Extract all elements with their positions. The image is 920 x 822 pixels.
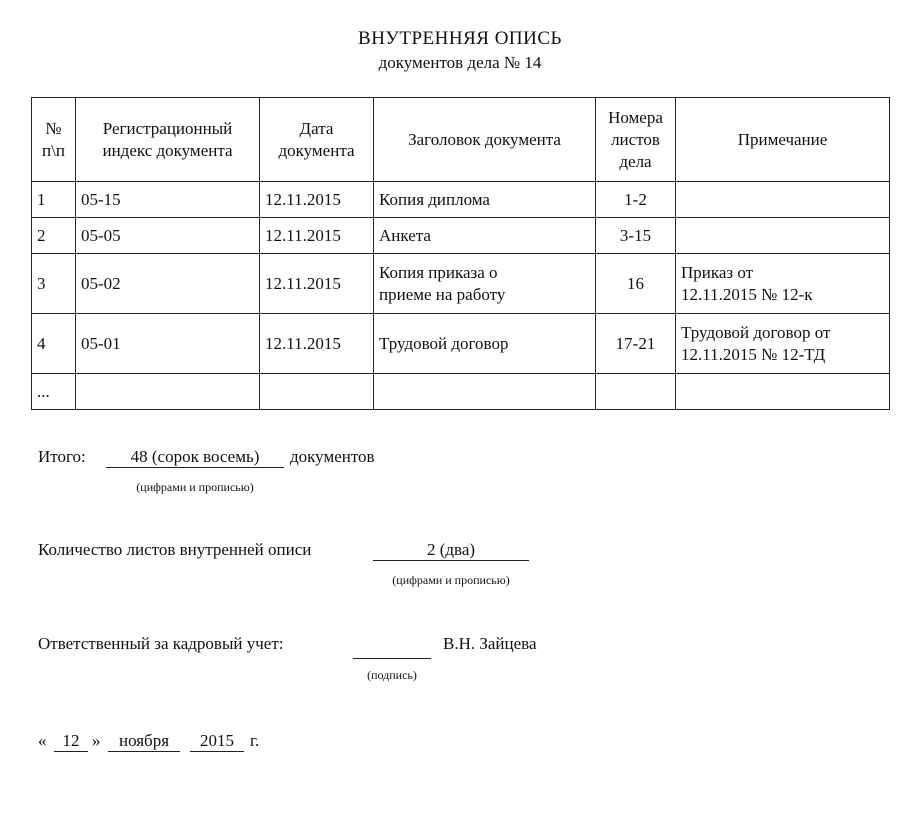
document-subtitle: документов дела № 14 xyxy=(378,53,542,72)
cell-note: Приказ от 12.11.2015 № 12-к xyxy=(676,254,890,314)
cell-heading: Копия приказа о приеме на работу xyxy=(374,254,596,314)
cell-date: 12.11.2015 xyxy=(260,314,374,374)
cell-num: 4 xyxy=(32,314,76,374)
table-row xyxy=(32,182,890,218)
document-title: ВНУТРЕННЯЯ ОПИСЬ xyxy=(358,28,562,49)
cell-heading: Анкета xyxy=(374,218,596,254)
table-header-row xyxy=(32,98,890,182)
cell-sheets: 1-2 xyxy=(596,182,676,218)
cell-date: 12.11.2015 xyxy=(260,254,374,314)
date-day: 12 xyxy=(54,731,88,752)
signature-caption: (подпись) xyxy=(367,668,417,682)
header-heading: Заголовок документа xyxy=(374,98,596,182)
signature-line xyxy=(353,634,431,659)
cell-num: ... xyxy=(32,374,76,410)
date-open-quote: « xyxy=(38,731,47,750)
cell-index xyxy=(76,374,260,410)
sheets-count-value: 2 (два) xyxy=(373,540,529,561)
header-index: Регистрационный индекс документа xyxy=(76,98,260,182)
date-month: ноября xyxy=(108,731,180,752)
date-suffix: г. xyxy=(250,731,260,750)
responsible-name: В.Н. Зайцева xyxy=(443,634,537,653)
total-label: Итого: xyxy=(38,447,86,466)
cell-heading: Копия диплома xyxy=(374,182,596,218)
responsible-label: Ответственный за кадровый учет: xyxy=(38,634,284,653)
cell-index: 05-02 xyxy=(76,254,260,314)
cell-note: Трудовой договор от 12.11.2015 № 12-ТД xyxy=(676,314,890,374)
total-caption: (цифрами и прописью) xyxy=(136,480,254,494)
table-row xyxy=(32,254,890,314)
cell-note xyxy=(676,218,890,254)
total-value: 48 (сорок восемь) xyxy=(106,447,284,468)
sheets-count-caption: (цифрами и прописью) xyxy=(392,573,510,587)
cell-sheets: 16 xyxy=(596,254,676,314)
header-note: Примечание xyxy=(676,98,890,182)
table-row xyxy=(32,218,890,254)
cell-note xyxy=(676,374,890,410)
cell-index: 05-15 xyxy=(76,182,260,218)
table-row xyxy=(32,314,890,374)
cell-date: 12.11.2015 xyxy=(260,182,374,218)
table-row xyxy=(32,374,890,410)
cell-sheets: 17-21 xyxy=(596,314,676,374)
date-close-quote: » xyxy=(92,731,101,750)
cell-sheets: 3-15 xyxy=(596,218,676,254)
sheets-count-label: Количество листов внутренней описи xyxy=(38,540,312,559)
cell-index: 05-05 xyxy=(76,218,260,254)
date-year: 2015 xyxy=(190,731,244,752)
cell-num: 3 xyxy=(32,254,76,314)
cell-sheets xyxy=(596,374,676,410)
cell-heading xyxy=(374,374,596,410)
header-num: № п\п xyxy=(32,98,76,182)
total-unit: документов xyxy=(290,447,375,466)
cell-note xyxy=(676,182,890,218)
header-sheets: Номера листов дела xyxy=(596,98,676,182)
cell-heading: Трудовой договор xyxy=(374,314,596,374)
cell-date xyxy=(260,374,374,410)
cell-num: 1 xyxy=(32,182,76,218)
cell-date: 12.11.2015 xyxy=(260,218,374,254)
cell-num: 2 xyxy=(32,218,76,254)
header-date: Дата документа xyxy=(260,98,374,182)
inventory-table xyxy=(31,97,890,410)
cell-index: 05-01 xyxy=(76,314,260,374)
